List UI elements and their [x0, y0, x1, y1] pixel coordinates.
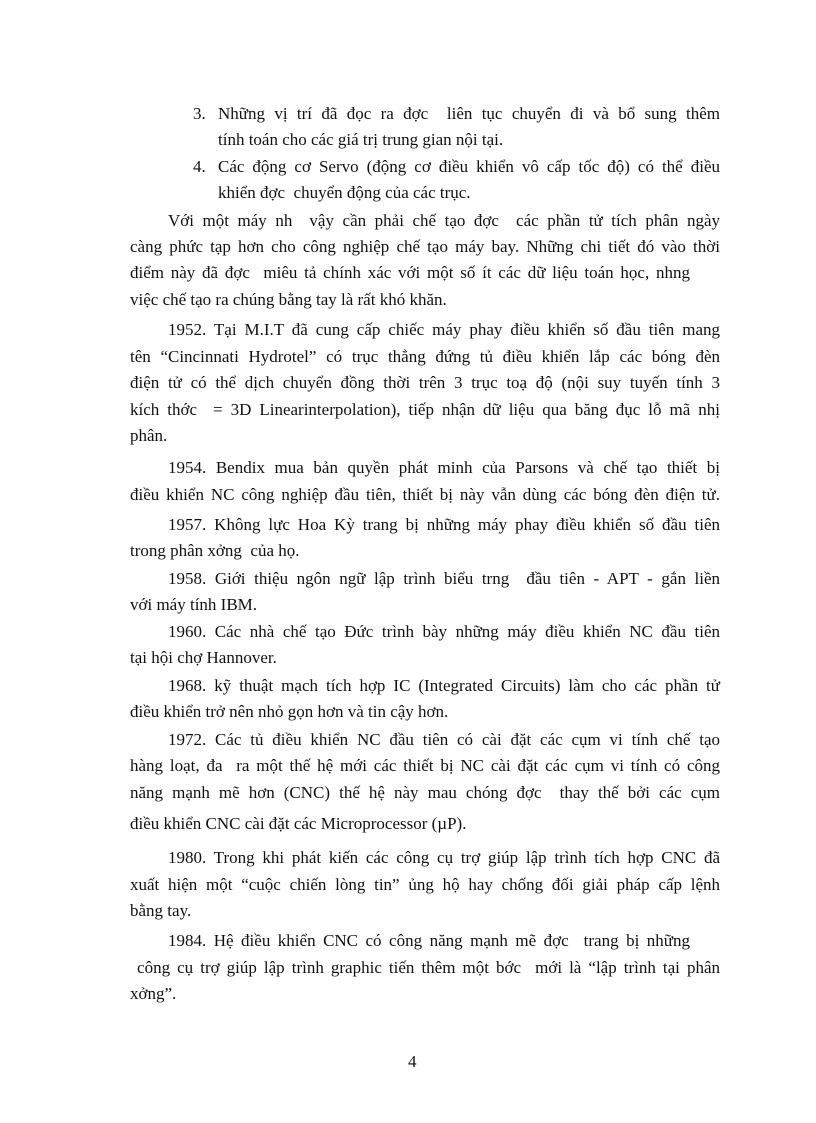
paragraph-line: điều khiển CNC cài đặt các Microprocessor (µP). — [130, 814, 467, 833]
list-item-line: Các động cơ Servo (động cơ điều khiển vô cấp tốc độ) có thể điều — [218, 157, 720, 176]
paragraph-line: năng mạnh mẽ hơn (CNC) thế hệ này mau chóng đợc thay thế bởi các cụm — [130, 783, 720, 802]
paragraph-line: trong phân xởng của họ. — [130, 541, 300, 560]
paragraph-line: 1972. Các tủ điều khiển NC đầu tiên có cài đặt các cụm vi tính chế tạo — [168, 730, 720, 749]
list-number: 3. — [193, 104, 206, 123]
paragraph-line: 1954. Bendix mua bản quyền phát minh của Parsons và chế tạo thiết bị — [168, 458, 720, 477]
list-item-line: tính toán cho các giá trị trung gian nội tại. — [218, 130, 504, 149]
paragraph-line: kích thớc = 3D Linearinterpolation), tiếp nhận dữ liệu qua băng đục lỗ mã nhị — [130, 400, 720, 419]
paragraph-line: hàng loạt, đa ra một thế hệ mới các thiết bị NC cài đặt các cụm vi tính có công — [130, 756, 720, 775]
paragraph-line: tại hội chợ Hannover. — [130, 648, 277, 667]
paragraph-line: càng phức tạp hơn cho công nghiệp chế tạo máy bay. Những chi tiết đó vào thời — [130, 237, 720, 256]
paragraph-line: 1960. Các nhà chế tạo Đức trình bày những máy điều khiển NC đầu tiên — [168, 622, 720, 641]
list-item-line: khiển đợc chuyển động của các trục. — [218, 183, 471, 202]
paragraph-line: 1968. kỹ thuật mạch tích hợp IC (Integrated Circuits) làm cho các phần tử — [168, 676, 720, 695]
paragraph-line: điều khiển trở nên nhỏ gọn hơn và tin cậy hơn. — [130, 702, 449, 721]
paragraph-line: 1957. Không lực Hoa Kỳ trang bị những máy phay điều khiển số đầu tiên — [168, 515, 720, 534]
paragraph-line: 1952. Tại M.I.T đã cung cấp chiếc máy phay điều khiển số đầu tiên mang — [168, 320, 720, 339]
paragraph-line: xuất hiện một “cuộc chiến lòng tin” ủng hộ hay chống đối giải pháp cấp lệnh — [130, 875, 720, 894]
list-number: 4. — [193, 157, 206, 176]
page-number: 4 — [408, 1052, 417, 1071]
paragraph-line: tên “Cincinnati Hydrotel” có trục thẳng đứng tủ điều khiển lắp các bóng đèn — [130, 347, 720, 366]
paragraph-line: điều khiển NC công nghiệp đầu tiên, thiết bị này vẫn dùng các bóng đèn điện tử. — [130, 485, 720, 504]
list-item-line: Những vị trí đã đọc ra đợc liên tục chuyển đi và bổ sung thêm — [218, 104, 720, 123]
paragraph-line: điện tử có thể dịch chuyển đồng thời trên 3 trục toạ độ (nội suy tuyến tính 3 — [130, 373, 720, 392]
paragraph-line: với máy tính IBM. — [130, 595, 258, 614]
paragraph-line: bằng tay. — [130, 901, 192, 920]
paragraph-line: Với một máy nh vậy cần phải chế tạo đợc các phần tử tích phân ngày — [168, 211, 720, 230]
paragraph-line: 1958. Giới thiệu ngôn ngữ lập trình biểu trng đầu tiên - APT - gắn liền — [168, 569, 720, 588]
paragraph-line: công cụ trợ giúp lập trình graphic tiến thêm một bớc mới là “lập trình tại phân — [130, 958, 720, 977]
paragraph-line: điểm này đã đợc miêu tả chính xác với một số ít các dữ liệu toán học, nhng — [130, 263, 690, 282]
paragraph-line: việc chế tạo ra chúng bằng tay là rất khó khăn. — [130, 290, 447, 309]
paragraph-line: xởng”. — [130, 984, 177, 1003]
paragraph-line: 1984. Hệ điều khiển CNC có công năng mạnh mẽ đợc trang bị những — [168, 931, 690, 950]
paragraph-line: 1980. Trong khi phát kiến các công cụ trợ giúp lập trình tích hợp CNC đã — [168, 848, 720, 867]
paragraph-line: phân. — [130, 426, 168, 445]
